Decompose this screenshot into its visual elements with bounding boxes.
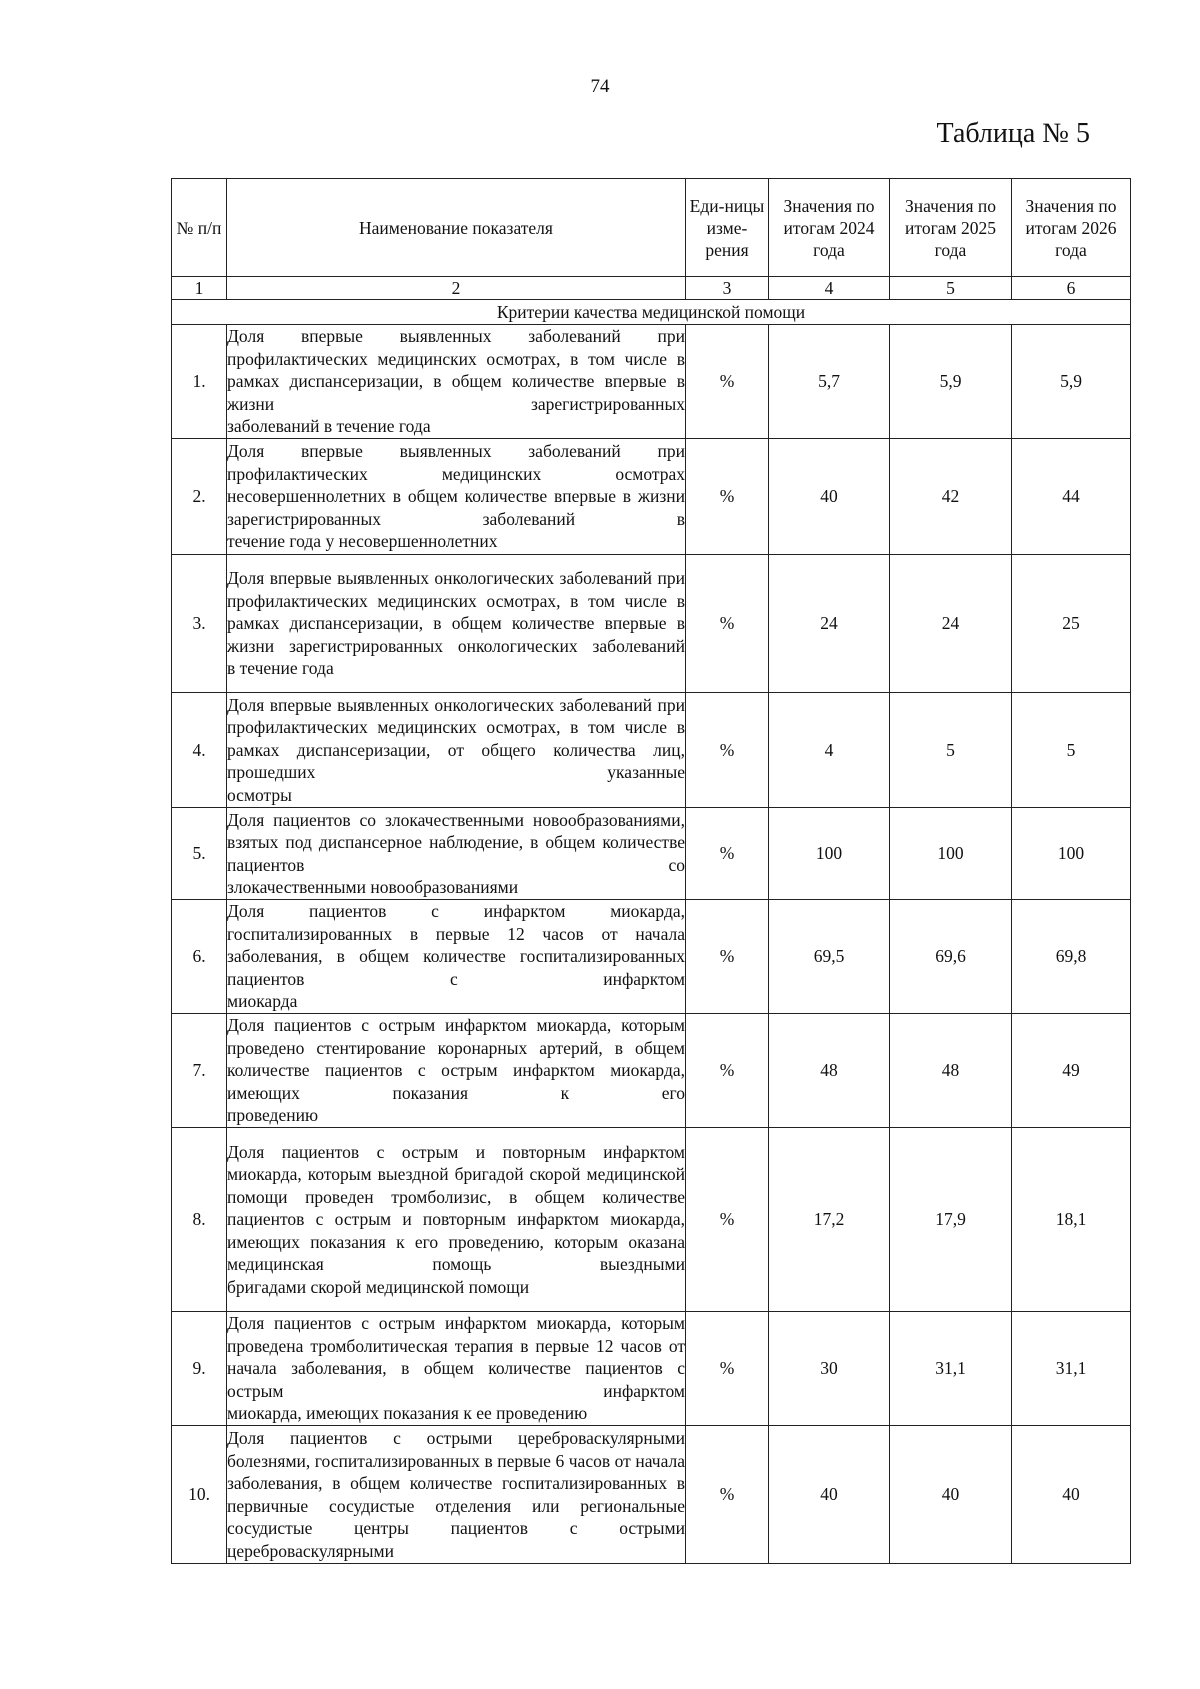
indicator-name: [227, 1426, 686, 1564]
indicator-name-last-line: миокарда: [227, 991, 298, 1012]
header-num: № п/п: [172, 179, 227, 277]
row-number: 3.: [172, 555, 227, 693]
table-row: [172, 1128, 1131, 1312]
value-2025: 24: [890, 555, 1012, 693]
indicator-name-last-line: в течение года: [227, 658, 334, 679]
value-2025: 100: [890, 808, 1012, 900]
value-2025: 48: [890, 1014, 1012, 1128]
indicator-name: [227, 1128, 686, 1312]
table-row: [172, 1312, 1131, 1426]
indicator-name-text: Доля пациентов с острым инфарктом миокарда, которым проведена тромболитическая терапия в первые 12 часов от начала заболевания, в общем количестве пациентов с острым инфарктом: [227, 1313, 685, 1401]
table-row: [172, 1014, 1131, 1128]
unit-cell: %: [686, 1014, 769, 1128]
row-number: 6.: [172, 900, 227, 1014]
unit-cell: %: [686, 808, 769, 900]
header-name: Наименование показателя: [227, 179, 686, 277]
indicator-name-text: Доля пациентов с острым инфарктом миокарда, которым проведено стентирование коронарных артерий, в общем количестве пациентов с острым инфарктом миокарда, имеющих показания к его: [227, 1015, 685, 1103]
value-2026: 40: [1012, 1426, 1131, 1564]
row-number: 4.: [172, 693, 227, 808]
value-2026: 44: [1012, 439, 1131, 555]
section-title: Критерии качества медицинской помощи: [172, 300, 1131, 325]
unit-cell: %: [686, 325, 769, 439]
row-number: 10.: [172, 1426, 227, 1564]
value-2024: 40: [769, 1426, 890, 1564]
indicator-name-text: Доля пациентов с инфарктом миокарда, госпитализированных в первые 12 часов от начала заболевания, в общем количестве госпитализированных пациентов с инфарктом: [227, 901, 685, 989]
unit-cell: %: [686, 900, 769, 1014]
indicator-name-last-line: течение года у несовершеннолетних: [227, 531, 498, 552]
table-row: [172, 900, 1131, 1014]
column-number: 2: [227, 277, 686, 300]
value-2024: 69,5: [769, 900, 890, 1014]
value-2024: 48: [769, 1014, 890, 1128]
column-numbers-row: [172, 277, 1131, 300]
unit-cell: %: [686, 439, 769, 555]
unit-cell: %: [686, 693, 769, 808]
value-2025: 69,6: [890, 900, 1012, 1014]
row-number: 5.: [172, 808, 227, 900]
value-2026: 49: [1012, 1014, 1131, 1128]
value-2026: 69,8: [1012, 900, 1131, 1014]
value-2026: 18,1: [1012, 1128, 1131, 1312]
value-2026: 5,9: [1012, 325, 1131, 439]
table-header-row: [172, 179, 1131, 277]
indicator-name-last-line: бригадами скорой медицинской помощи: [227, 1276, 530, 1297]
value-2026: 31,1: [1012, 1312, 1131, 1426]
value-2025: 17,9: [890, 1128, 1012, 1312]
value-2026: 100: [1012, 808, 1131, 900]
unit-cell: %: [686, 555, 769, 693]
indicator-name-last-line: миокарда, имеющих показания к ее проведению: [227, 1403, 588, 1424]
value-2025: 5: [890, 693, 1012, 808]
value-2024: 5,7: [769, 325, 890, 439]
row-number: 9.: [172, 1312, 227, 1426]
indicator-name-text: Доля пациентов с острыми цереброваскулярными болезнями, госпитализированных в первые 6 часов от начала заболевания, в общем количестве госпитализированных в первичные сосудистые отделения или региональные сосудистые центры пациентов с острыми цереброваскулярными: [227, 1428, 685, 1561]
table-caption: Таблица № 5: [936, 118, 1090, 149]
value-2024: 17,2: [769, 1128, 890, 1312]
unit-cell: %: [686, 1426, 769, 1564]
page-number: 74: [590, 76, 610, 97]
column-number: 6: [1012, 277, 1131, 300]
table-row: [172, 693, 1131, 808]
column-number: 3: [686, 277, 769, 300]
value-2025: 5,9: [890, 325, 1012, 439]
indicator-name-text: Доля пациентов с острым и повторным инфарктом миокарда, которым выездной бригадой скорой медицинской помощи проведен тромболизис, в общем количестве пациентов с острым и повторным инфарктом миокарда, имеющих показания к его проведению, которым оказана медицинская помощь выездными: [227, 1141, 685, 1275]
value-2024: 24: [769, 555, 890, 693]
table-row: [172, 555, 1131, 693]
indicator-name: [227, 693, 686, 808]
indicator-name-text: Доля впервые выявленных заболеваний при профилактических медицинских осмотрах, в том числе в рамках диспансеризации, в общем количестве впервые в жизни зарегистрированных: [227, 326, 685, 414]
row-number: 1.: [172, 325, 227, 439]
row-number: 7.: [172, 1014, 227, 1128]
header-unit: Еди-ницы изме-рения: [686, 179, 769, 277]
column-number: 4: [769, 277, 890, 300]
criteria-table: [171, 178, 1131, 1564]
value-2025: 42: [890, 439, 1012, 555]
indicator-name: [227, 439, 686, 555]
table-row: [172, 1426, 1131, 1564]
value-2026: 25: [1012, 555, 1131, 693]
unit-cell: %: [686, 1128, 769, 1312]
indicator-name-text: Доля пациентов со злокачественными новообразованиями, взятых под диспансерное наблюдение, в общем количестве пациентов со: [227, 809, 685, 875]
indicator-name-text: Доля впервые выявленных онкологических заболеваний при профилактических медицинских осмотрах, в том числе в рамках диспансеризации, в общем количестве впервые в жизни зарегистрированных онкологических заболеваний: [227, 568, 685, 656]
indicator-name-last-line: проведению: [227, 1105, 319, 1126]
value-2024: 40: [769, 439, 890, 555]
indicator-name: [227, 1312, 686, 1426]
value-2024: 30: [769, 1312, 890, 1426]
indicator-name-last-line: заболеваний в течение года: [227, 416, 431, 437]
table-row: [172, 439, 1131, 555]
indicator-name-text: Доля впервые выявленных онкологических заболеваний при профилактических медицинских осмотрах, в том числе в рамках диспансеризации, от общего количества лиц, прошедших указанные: [227, 694, 685, 783]
indicator-name: [227, 555, 686, 693]
row-number: 2.: [172, 439, 227, 555]
column-number: 1: [172, 277, 227, 300]
value-2026: 5: [1012, 693, 1131, 808]
indicator-name-text: Доля впервые выявленных заболеваний при профилактических медицинских осмотрах несовершеннолетних в общем количестве впервые в жизни зарегистрированных заболеваний в: [227, 441, 685, 529]
column-number: 5: [890, 277, 1012, 300]
value-2025: 40: [890, 1426, 1012, 1564]
indicator-name: [227, 808, 686, 900]
indicator-name: [227, 900, 686, 1014]
indicator-name-last-line: осмотры: [227, 784, 292, 805]
indicator-name-last-line: злокачественными новообразованиями: [227, 877, 519, 897]
header-value-2025: Значения по итогам 2025 года: [890, 179, 1012, 277]
section-row: [172, 300, 1131, 325]
header-value-2026: Значения по итогам 2026 года: [1012, 179, 1131, 277]
value-2025: 31,1: [890, 1312, 1012, 1426]
value-2024: 4: [769, 693, 890, 808]
table-row: [172, 808, 1131, 900]
indicator-name: [227, 1014, 686, 1128]
row-number: 8.: [172, 1128, 227, 1312]
unit-cell: %: [686, 1312, 769, 1426]
table-row: [172, 325, 1131, 439]
header-value-2024: Значения по итогам 2024 года: [769, 179, 890, 277]
indicator-name: [227, 325, 686, 439]
value-2024: 100: [769, 808, 890, 900]
